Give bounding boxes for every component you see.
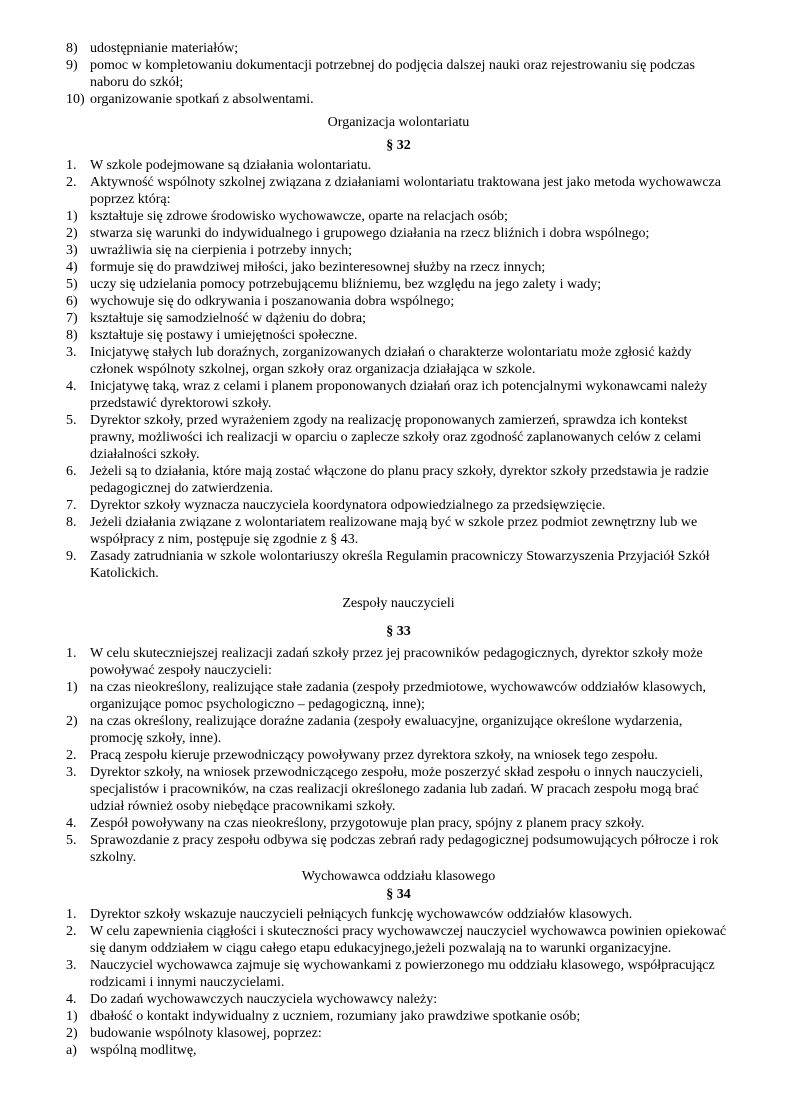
list-item — [66, 242, 731, 259]
list-item-text: Pracą zespołu kieruje przewodniczący powoływany przez dyrektora szkoły, na wniosek tego zespołu. — [90, 748, 658, 763]
list-item-marker: 1. — [66, 158, 77, 173]
list-item-text: Jeżeli są to działania, które mają zostać włączone do planu pracy szkoły, dyrektor szkoły przedstawia je radzie pedagogicznej do zatwierdzenia. — [90, 464, 709, 496]
list-item — [66, 832, 731, 866]
list-item — [66, 344, 731, 378]
list-item-marker: 1) — [66, 680, 78, 695]
list-item — [66, 57, 731, 91]
section-heading: Organizacja wolontariatu — [327, 115, 470, 130]
list-item — [66, 378, 731, 412]
list-item-marker: 4. — [66, 379, 77, 394]
list-item — [66, 645, 731, 679]
document-body — [66, 40, 731, 1059]
list-item-marker: 4) — [66, 260, 78, 275]
list-item-marker: 3. — [66, 345, 77, 360]
list-item-marker: 10) — [66, 92, 85, 107]
list-item-marker: 3. — [66, 958, 77, 973]
list-item — [66, 91, 731, 108]
list-item-marker: 2) — [66, 714, 78, 729]
list-item-marker: 6) — [66, 294, 78, 309]
list-item-marker: 2) — [66, 226, 78, 241]
section-number: § 34 — [386, 887, 411, 902]
list-item — [66, 679, 731, 713]
list-item-text: Inicjatywę taką, wraz z celami i planem proponowanych działań oraz ich potencjalnymi wykonawcami należy przedstawić dyrektorowi szkoły. — [90, 379, 708, 411]
list-item-text: kształtuje się samodzielność w dążeniu do dobra; — [90, 311, 367, 326]
list-item — [66, 327, 731, 344]
list-item-text: W celu zapewnienia ciągłości i skuteczności pracy wychowawczej nauczyciel wychowawca powinien opiekować się danym oddziałem w ciągu całego etapu edukacyjnego,jeżeli pozwalają na to warunki organizacyjne. — [90, 924, 727, 956]
list-item-text: Aktywność wspólnoty szkolnej związana z działaniami wolontariatu traktowana jest jako metoda wychowawcza poprzez którą: — [90, 175, 721, 207]
list-item-marker: 1. — [66, 646, 77, 661]
list-item — [66, 815, 731, 832]
list-item — [66, 957, 731, 991]
list-item-marker: 5. — [66, 413, 77, 428]
list-item-marker: 5) — [66, 277, 78, 292]
list-item-marker: 1) — [66, 1009, 78, 1024]
list-item-text: pomoc w kompletowaniu dokumentacji potrzebnej do podjęcia dalszej nauki oraz rejestrowaniu się podczas naboru do szkół; — [90, 58, 695, 90]
list-item-text: Do zadań wychowawczych nauczyciela wychowawcy należy: — [90, 992, 438, 1007]
list-item-marker: 7) — [66, 311, 78, 326]
list-item-text: W szkole podejmowane są działania wolontariatu. — [90, 158, 372, 173]
list-item-text: W celu skuteczniejszej realizacji zadań szkoły przez jej pracowników pedagogicznych, dyrektor szkoły może powoływać zespoły nauczycieli: — [90, 646, 703, 678]
list-item-marker: 3) — [66, 243, 78, 258]
list-item — [66, 923, 731, 957]
list-item — [66, 548, 731, 582]
section-heading: Wychowawca oddziału klasowego — [301, 869, 496, 884]
list-item — [66, 991, 731, 1008]
list-item — [66, 713, 731, 747]
list-item-text: Nauczyciel wychowawca zajmuje się wychowankami z powierzonego mu oddziału klasowego, współpracującz rodzicami i innymi nauczycielami. — [90, 958, 715, 990]
list-item — [66, 310, 731, 327]
list-item-text: Dyrektor szkoły wskazuje nauczycieli pełniących funkcję wychowawców oddziałów klasowych. — [90, 907, 633, 922]
list-item — [66, 1042, 731, 1059]
list-item — [66, 40, 731, 57]
list-item-marker: 9) — [66, 58, 78, 73]
list-item — [66, 514, 731, 548]
list-item — [66, 276, 731, 293]
section-heading: Zespoły nauczycieli — [342, 596, 455, 611]
list-item-text: Inicjatywę stałych lub doraźnych, zorganizowanych działań o charakterze wolontariatu może zgłosić każdy członek wspólnoty szkolnej, organ szkoły oraz organizacja działająca w szkole. — [90, 345, 692, 377]
list-item — [66, 412, 731, 463]
list-item-text: udostępnianie materiałów; — [90, 41, 239, 56]
list-item — [66, 174, 731, 208]
section-number: § 33 — [386, 624, 411, 639]
list-item-text: organizowanie spotkań z absolwentami. — [90, 92, 314, 107]
list-item-marker: 8) — [66, 328, 78, 343]
list-item-text: wychowuje się do odkrywania i poszanowania dobra wspólnego; — [90, 294, 455, 309]
list-item-marker: 1) — [66, 209, 78, 224]
list-item-text: kształtuje się postawy i umiejętności społeczne. — [90, 328, 358, 343]
list-item — [66, 1025, 731, 1042]
list-item-text: Sprawozdanie z pracy zespołu odbywa się podczas zebrań rady pedagogicznej podsumowujących półrocze i rok szkolny. — [90, 833, 719, 865]
list-item-marker: 4. — [66, 816, 77, 831]
list-item — [66, 157, 731, 174]
list-item-marker: 7. — [66, 498, 77, 513]
list-item-marker: 1. — [66, 907, 77, 922]
section-number: § 32 — [386, 138, 411, 153]
list-item-text: stwarza się warunki do indywidualnego i grupowego działania na rzecz bliźnich i dobra wspólnego; — [90, 226, 650, 241]
list-item-text: Zespół powoływany na czas nieokreślony, przygotowuje plan pracy, spójny z planem pracy szkoły. — [90, 816, 645, 831]
list-item-text: formuje się do prawdziwej miłości, jako bezinteresownej służby na rzecz innych; — [90, 260, 546, 275]
list-item-marker: 2) — [66, 1026, 78, 1041]
list-item-marker: 2. — [66, 748, 77, 763]
list-item-marker: 3. — [66, 765, 77, 780]
list-item-marker: 2. — [66, 175, 77, 190]
list-item — [66, 747, 731, 764]
list-item-text: Dyrektor szkoły wyznacza nauczyciela koordynatora odpowiedzialnego za przedsięwzięcie. — [90, 498, 606, 513]
list-item — [66, 208, 731, 225]
list-item-marker: 2. — [66, 924, 77, 939]
list-item-marker: 8) — [66, 41, 78, 56]
list-item-text: dbałość o kontakt indywidualny z uczniem, rozumiany jako prawdziwe spotkanie osób; — [90, 1009, 581, 1024]
list-item-text: na czas nieokreślony, realizujące stałe zadania (zespoły przedmiotowe, wychowawców oddziałów klasowych, organizujące pomoc psychologiczno – pedagogiczną, inne); — [90, 680, 707, 712]
list-item-text: uczy się udzielania pomocy potrzebującemu bliźniemu, bez względu na jego zalety i wady; — [90, 277, 602, 292]
list-item — [66, 764, 731, 815]
list-item — [66, 225, 731, 242]
list-item-marker: 6. — [66, 464, 77, 479]
list-item — [66, 293, 731, 310]
list-item — [66, 497, 731, 514]
list-item — [66, 259, 731, 276]
list-item-text: Zasady zatrudniania w szkole wolontariuszy określa Regulamin pracowniczy Stowarzyszenia Przyjaciół Szkół Katolickich. — [90, 549, 710, 581]
list-item-text: na czas określony, realizujące doraźne zadania (zespoły ewaluacyjne, organizujące określone wydarzenia, promocję szkoły, inne). — [90, 714, 683, 746]
list-item-marker: 5. — [66, 833, 77, 848]
list-item-text: kształtuje się zdrowe środowisko wychowawcze, oparte na relacjach osób; — [90, 209, 508, 224]
list-item-text: wspólną modlitwę, — [90, 1043, 197, 1058]
list-item-marker: 8. — [66, 515, 77, 530]
list-item-text: Dyrektor szkoły, przed wyrażeniem zgody na realizację proponowanych zamierzeń, sprawdza ich kontekst prawny, możliwości ich realizacji w oparciu o zaplecze szkoły oraz zgodność zaplanowanych celów z celami działalności szkoły. — [90, 413, 702, 462]
list-item — [66, 463, 731, 497]
list-item-marker: a) — [66, 1043, 77, 1058]
list-item — [66, 1008, 731, 1025]
list-item-text: budowanie wspólnoty klasowej, poprzez: — [90, 1026, 322, 1041]
list-item-text: Dyrektor szkoły, na wniosek przewodniczącego zespołu, może poszerzyć skład zespołu o innych nauczycieli, specjalistów i pracowników, na czas realizacji określonego zadania lub zadań. W pracach zespołu mogą brać udział również osoby niebędące pracownikami szkoły. — [90, 765, 703, 814]
list-item-text: uwrażliwia się na cierpienia i potrzeby innych; — [90, 243, 353, 258]
list-item-marker: 9. — [66, 549, 77, 564]
list-item-text: Jeżeli działania związane z wolontariatem realizowane mają być w szkole przez podmiot zewnętrzny lub we współpracy z nim, postępuje się zgodnie z § 43. — [90, 515, 698, 547]
list-item — [66, 906, 731, 923]
list-item-marker: 4. — [66, 992, 77, 1007]
